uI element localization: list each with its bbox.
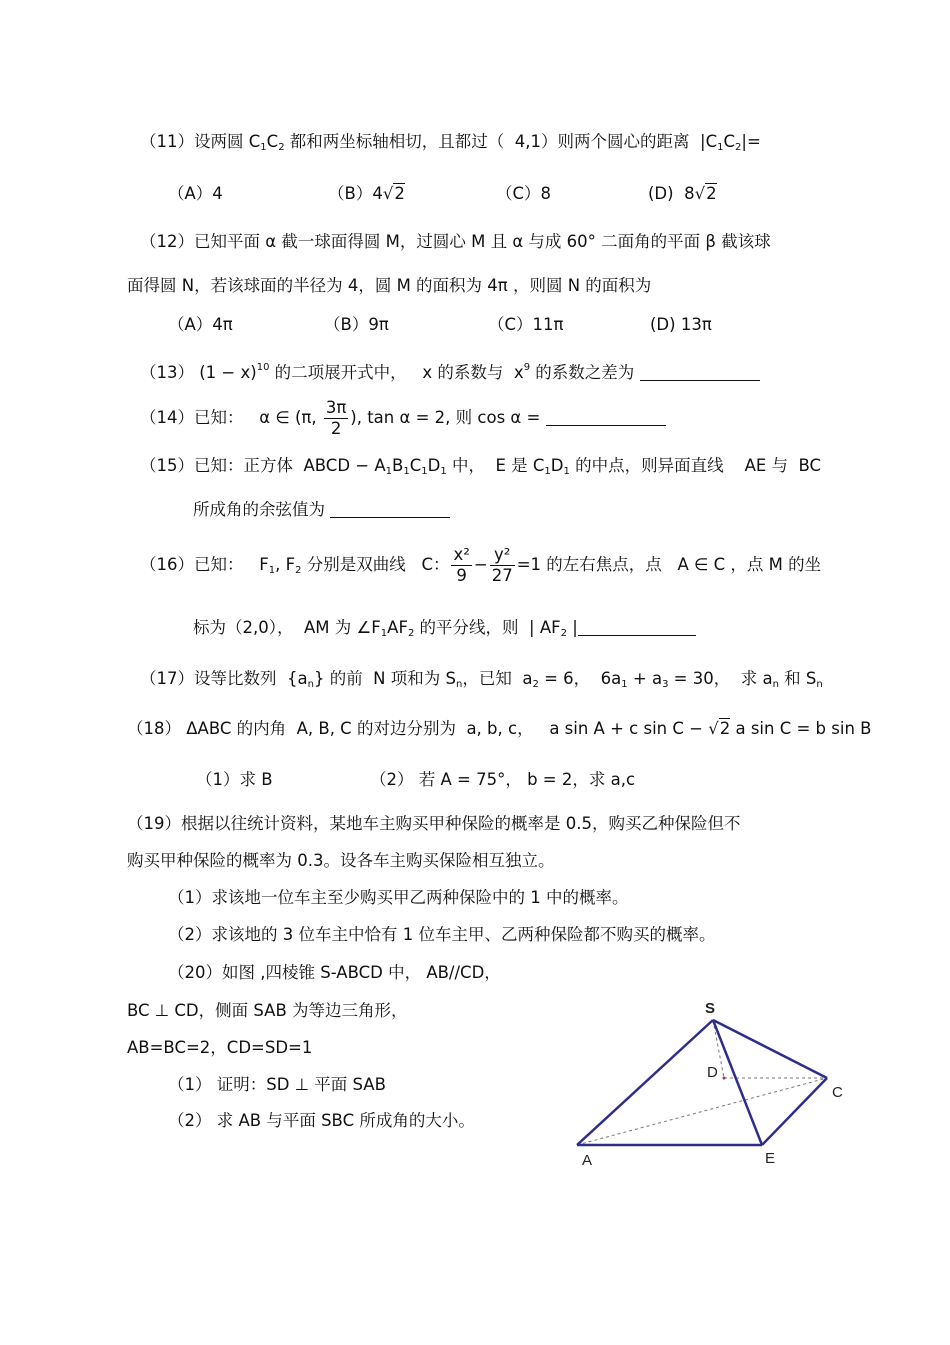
q19-part-1: （1）求该地一位车主至少购买甲乙两种保险中的 1 中的概率。 [168,888,629,907]
edge-ec [762,1078,827,1145]
q11-option-b: （B）4√2 [328,184,405,203]
pyramid-figure [560,985,860,1175]
q20-part-2: （2） 求 AB 与平面 SBC 所成角的大小。 [168,1111,475,1130]
q15-line-2: 所成角的余弦值为 [193,499,450,521]
q20-line-2: BC ⊥ CD，侧面 SAB 为等边三角形， [127,1001,408,1020]
label-e: E [765,1150,776,1167]
q16-line-2: 标为（2,0）， AM 为 $\angle F_1AF_2$ 的平分线，则 | $AF_2$ | [193,617,696,645]
q11-line: （11）设两圆 $C_1C_2$ 都和两坐标轴相切，且都过（ 4,1）则两个圆心的距离 $|C_1C_2|=$ [140,132,761,153]
q20-part-1: （1） 证明：SD ⊥ 平面 SAB [168,1075,386,1094]
q18-part-2: （2） 若 A = 75°， b = 2，求 a,c [370,770,636,789]
point-d [723,1077,726,1080]
q12-option-a: （A）4π [168,315,233,334]
q18-part-1: （1）求 B [196,770,273,789]
label-s: S [705,1000,716,1017]
q19-line-2: 购买甲种保险的概率为 0.3。设各车主购买保险相互独立。 [127,851,555,870]
q11-option-a: （A）4 [168,184,223,203]
edge-sc [713,1020,827,1078]
q18-line: （18） ΔABC 的内角 A, B, C 的对边分别为 a, b, c， a sin A + c sin C − √2 a sin C = b sin B [127,719,872,738]
q11-option-c: （C）8 [496,184,552,203]
q13-answer-blank[interactable] [640,364,760,381]
q20-line-3: AB=BC=2，CD=SD=1 [127,1038,313,1057]
edge-se [713,1020,762,1145]
q19-part-2: （2）求该地的 3 位车主中恰有 1 位车主甲、乙两种保险都不购买的概率。 [168,925,716,944]
q17-line: （17）设等比数列 $\{a_n\}$ 的前 N 项和为 $S_n$，已知 $a_2 = 6$， $6a_1 + a_3 = 30$， 求 $a_n$ 和 $S_n$ [140,669,823,690]
q16-line-1: （16）已知： $F_1$, $F_2$ 分别是双曲线 C： $\frac{\text{x²}}{9}$ − $\frac{\text{y²}}{27}$ =1 的左右焦点，点 A ∈ C ，点 M 的坐 [140,545,822,585]
edge-sa [577,1020,713,1145]
label-a: A [582,1152,593,1169]
label-d: D [707,1064,718,1081]
label-c: C [832,1084,843,1101]
q12-option-b: （B）9π [324,315,389,334]
q14-answer-blank[interactable] [546,409,666,426]
q13-line: （13） $(1 - x)^{10}$ 的二项展开式中， x 的系数与 $x^9$ 的系数之差为 [140,357,760,384]
q12-option-c: （C）11π [488,315,564,334]
q20-line-1: （20）如图 ,四棱锥 S-ABCD 中， AB//CD， [168,963,501,982]
q12-line-2: 面得圆 N，若该球面的半径为 4，圆 M 的面积为 4π ，则圆 N 的面积为 [127,276,652,295]
q14-line: （14）已知： α ∈ (π, $\frac{3\pi}{2}$ ), tan α = 2, 则 cos α = [140,398,666,439]
q19-line-1: （19）根据以往统计资料，某地车主购买甲种保险的概率是 0.5，购买乙种保险但不 [127,814,741,833]
q15-answer-blank[interactable] [330,501,450,518]
q15-line-1: （15）已知：正方体 ABCD − $A_1B_1C_1D_1$ 中， E 是 $C_1D_1$ 的中点，则异面直线 AE 与 BC [140,456,822,477]
q12-line-1: （12）已知平面 α 截一球面得圆 M，过圆心 M 且 α 与成 60° 二面角的平面 β 截该球 [140,232,771,251]
q12-option-d: (D) 13π [650,315,712,334]
q11-option-d: (D) 8√2 [648,184,717,203]
q16-answer-blank[interactable] [578,619,696,636]
fraction-3pi-over-2: $\frac{3\pi}{2}$ [325,398,347,438]
